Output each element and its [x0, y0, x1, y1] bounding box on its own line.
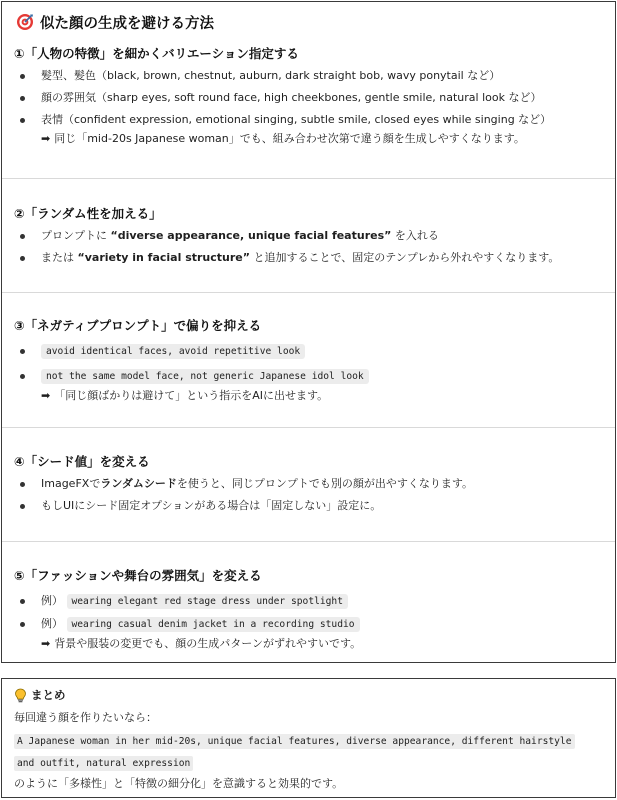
section-note: ➡ 「同じ顔ばかりは避けて」という指示をAIに出せます。 — [41, 389, 329, 402]
arrow-right-icon: ➡ — [41, 389, 51, 402]
bullet-icon — [20, 599, 25, 604]
bullet-icon — [20, 234, 25, 239]
summary-heading: まとめ — [14, 687, 66, 703]
section-negative-prompt — [14, 318, 603, 404]
list-item — [14, 343, 603, 360]
summary-outro: のように「多様性」と「特徴の細分化」を意識すると効果的です。 — [14, 777, 344, 790]
summary-code-block — [14, 731, 597, 753]
divider — [2, 292, 615, 293]
page-title — [16, 11, 214, 33]
section-fashion — [14, 568, 603, 652]
summary-code-block — [14, 753, 597, 775]
list-item: 顔の雰囲気（sharp eyes, soft round face, high cheekbones, gentle smile, natural look など） — [14, 90, 603, 106]
section-heading: ③「ネガティブプロンプト」で偏りを抑える — [14, 318, 262, 333]
section-heading: ④「シード値」を変える — [14, 454, 150, 469]
bullet-icon — [20, 374, 25, 379]
lightbulb-icon — [14, 688, 27, 703]
page-title-text: 似た顔の生成を避ける方法 — [40, 15, 214, 32]
bullet-icon — [20, 118, 25, 123]
bullet-icon — [20, 349, 25, 354]
summary-intro: 毎回違う顔を作りたいなら： — [14, 711, 157, 724]
section-note: ➡ 背景や服装の変更でも、顔の生成パターンがずれやすいです。 — [41, 637, 362, 650]
list-item: 表情（confident expression, emotional singing, subtle smile, closed eyes while singing など） — [14, 112, 603, 128]
arrow-right-icon: ➡ — [41, 637, 51, 650]
code-snippet: wearing casual denim jacket in a recording studio — [67, 617, 360, 632]
divider — [2, 541, 615, 542]
list-item: もしUIにシード固定オプションがある場合は「固定しない」設定に。 — [14, 498, 603, 514]
bullet-icon — [20, 504, 25, 509]
main-panel — [1, 1, 616, 663]
section-seed — [14, 454, 603, 514]
divider — [2, 178, 615, 179]
section-heading: ①「人物の特徴」を細かくバリエーション指定する — [14, 46, 299, 61]
code-snippet: avoid identical faces, avoid repetitive look — [41, 344, 305, 359]
code-snippet: not the same model face, not generic Japanese idol look — [41, 369, 369, 384]
section-note: ➡ 同じ「mid-20s Japanese woman」でも、組み合わせ次第で違う顔を生成しやすくなります。 — [41, 132, 525, 145]
code-snippet: wearing elegant red stage dress under spotlight — [67, 594, 348, 609]
list-item: ImageFXでランダムシードを使うと、同じプロンプトでも別の顔が出やすくなります。 — [14, 476, 603, 492]
target-icon — [16, 13, 34, 31]
list-item: プロンプトに “diverse appearance, unique facial features” を入れる — [14, 228, 603, 244]
arrow-right-icon: ➡ — [41, 132, 51, 145]
section-randomness — [14, 206, 603, 266]
list-item — [14, 368, 603, 385]
section-heading: ②「ランダム性を加える」 — [14, 206, 162, 221]
list-item: 髪型、髪色（black, brown, chestnut, auburn, dark straight bob, wavy ponytail など） — [14, 68, 603, 84]
list-item: 例） wearing elegant red stage dress under spotlight — [14, 593, 603, 610]
bullet-icon — [20, 256, 25, 261]
bullet-icon — [20, 74, 25, 79]
code-snippet: A Japanese woman in her mid-20s, unique facial features, diverse appearance, different hairstyle — [14, 734, 575, 749]
divider — [2, 427, 615, 428]
summary-panel — [1, 678, 616, 798]
code-snippet: and outfit, natural expression — [14, 756, 193, 771]
list-item: または “variety in facial structure” と追加することで、固定のテンプレから外れやすくなります。 — [14, 250, 603, 266]
list-item: 例） wearing casual denim jacket in a recording studio — [14, 616, 603, 633]
section-variation — [14, 46, 603, 147]
section-heading: ⑤「ファッションや舞台の雰囲気」を変える — [14, 568, 262, 583]
bullet-icon — [20, 96, 25, 101]
bullet-icon — [20, 482, 25, 487]
bullet-icon — [20, 622, 25, 627]
